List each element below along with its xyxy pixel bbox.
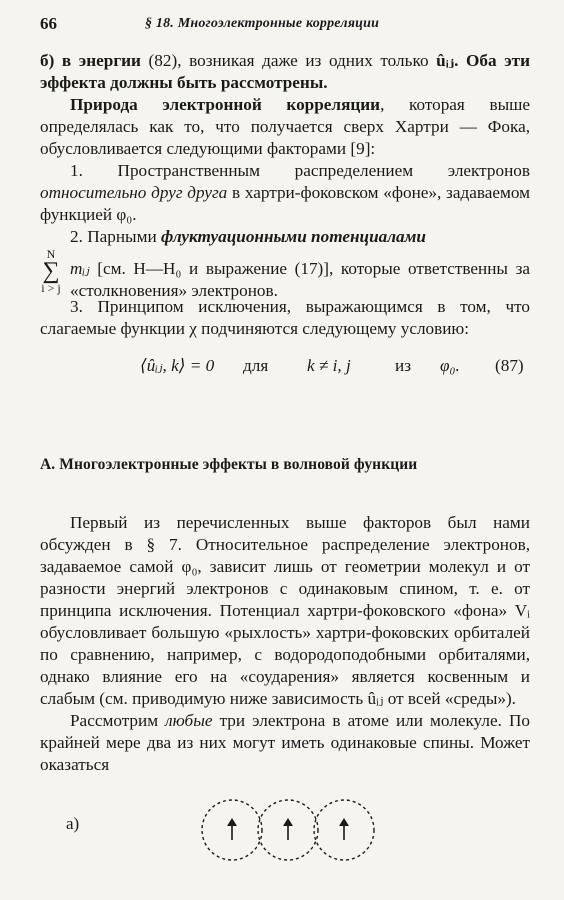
sum-term: mᵢⱼ xyxy=(70,259,90,278)
italic-term: относительно друг друга xyxy=(40,183,228,202)
list-item-1 xyxy=(40,160,530,226)
equation-87 xyxy=(40,350,530,386)
symbol-u-ij: ûᵢⱼ xyxy=(436,51,455,70)
text: , которая выше определялась как то, что получается сверх Хартри — Фока, обусловливается следующими факторами [9]: xyxy=(40,95,530,158)
formula-word-of: из xyxy=(395,356,411,375)
spin-up-arrow-icon xyxy=(227,818,237,840)
list-item-3 xyxy=(40,296,530,340)
list-item-2-sum xyxy=(40,247,530,300)
text: в хартри-фоковском «фоне», задаваемом функцией φ₀. xyxy=(40,183,530,224)
equation-number: (87) xyxy=(495,356,524,375)
sum-symbol xyxy=(40,248,62,294)
italic-term: любые xyxy=(165,711,213,730)
paragraph-nature xyxy=(40,94,530,160)
spin-up-arrow-icon xyxy=(283,818,293,840)
book-page xyxy=(40,14,530,876)
formula-word-for: для xyxy=(243,356,269,375)
running-title: § 18. Многоэлектронные корреляции xyxy=(145,16,380,31)
formula-lhs: ⟨ûᵢⱼ, k⟩ = 0 xyxy=(140,356,215,375)
diagram-label: а) xyxy=(66,814,80,833)
bold-tail: . Оба эти эффекта должны быть рассмотрены. xyxy=(40,51,530,92)
paragraph-energy xyxy=(40,50,530,94)
three-electrons-figure xyxy=(196,796,386,866)
bold-term: Природа электронной корреляции xyxy=(70,95,381,114)
paragraph-first-factor xyxy=(40,512,530,710)
page-header xyxy=(40,14,530,40)
electron-diagram xyxy=(40,796,530,876)
text: три электрона в атоме или молекуле. По крайней мере два из них могут иметь одинаковые спины. Может оказаться xyxy=(40,711,531,774)
text: Рассмотрим xyxy=(70,711,166,730)
text: 3. Принципом исключения, выражающимся в том, что слагаемые функции χ подчиняются следующему условию: xyxy=(40,297,530,338)
formula-phi: φ₀. xyxy=(440,356,460,375)
italic-term: флуктуационными потенциалами xyxy=(160,227,426,246)
list-item-2-head xyxy=(40,226,530,248)
section-heading: А. Многоэлектронные эффекты в волновой функции xyxy=(40,456,418,473)
sum-lower: i > j xyxy=(41,281,61,295)
spin-up-arrow-icon xyxy=(339,818,349,840)
sum-upper: N xyxy=(46,247,56,261)
text: 1. Пространственным распределением электронов xyxy=(70,161,530,180)
formula-condition: k ≠ i, j xyxy=(307,356,351,375)
text: (82), возникая даже из одних только xyxy=(140,51,437,70)
text: Первый из перечисленных выше факторов был нами обсужден в § 7. Относительное распределение электронов, задаваемое самой φ₀, зависит лишь от геометрии молекул и от разности энергий электронов с одинаковым спином, т. е. от принципа исключения. Потенциал хартри-фоковского «фона» Vᵢ обусловливает большую «рыхлость» хартри-фоковских орбиталей по сравнению, например, с водородоподобными орбиталями, однако влияние его на «соударения» является косвенным и слабым (см. приводимую ниже зависимость ûᵢⱼ от всей «среды»). xyxy=(40,513,530,708)
paragraph-consider xyxy=(40,710,530,776)
page-number: 66 xyxy=(40,14,57,33)
sigma-icon: ∑ xyxy=(42,258,60,284)
sum-text xyxy=(70,258,530,302)
text: 2. Парными xyxy=(70,227,161,246)
text: [см. H—H₀ и выражение (17)], которые ответственны за «столкновения» электронов. xyxy=(70,259,530,300)
bold-lead: б) в энергии xyxy=(40,51,141,70)
